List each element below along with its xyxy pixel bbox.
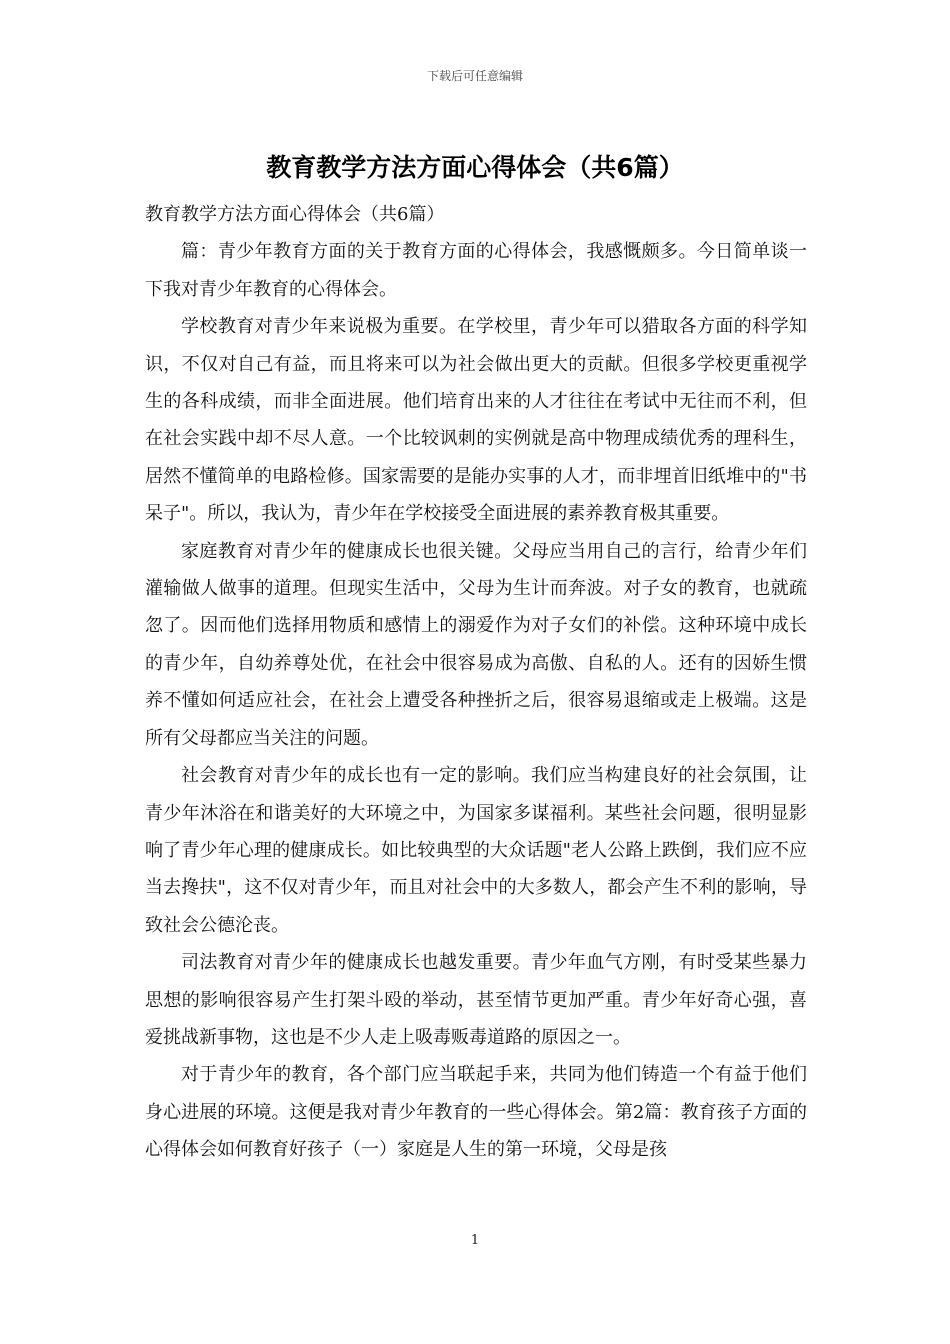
- page-header: 下载后可任意编辑: [426, 69, 523, 83]
- paragraph: 社会教育对青少年的成长也有一定的影响。我们应当构建良好的社会氛围，让青少年沐浴在和谐美好的大环境之中，为国家多谋福利。某些社会问题，很明显影响了青少年心理的健康成长。如比较典型的大众话题"老人公路上跌倒，我们应不应当去搀扶"，这不仅对青少年，而且对社会中的大多数人，都会产生不利的影响，导致社会公德沦丧。: [145, 765, 807, 936]
- document-body: [145, 196, 807, 1169]
- paragraph: 篇：青少年教育方面的关于教育方面的心得体会，我感慨颇多。今日简单谈一下我对青少年教育的心得体会。: [145, 241, 807, 300]
- paragraph: 家庭教育对青少年的健康成长也很关键。父母应当用自己的言行，给青少年们灌输做人做事的道理。但现实生活中，父母为生计而奔波。对子女的教育，也就疏忽了。因而他们选择用物质和感情上的溺爱作为对子女们的补偿。这种环境中成长的青少年，自幼养尊处优，在社会中很容易成为高傲、自私的人。还有的因娇生惯养不懂如何适应社会，在社会上遭受各种挫折之后，很容易退缩或走上极端。这是所有父母都应当关注的问题。: [145, 540, 807, 749]
- page-number: 1: [470, 1233, 480, 1248]
- paragraph: 学校教育对青少年来说极为重要。在学校里，青少年可以猎取各方面的科学知识，不仅对自己有益，而且将来可以为社会做出更大的贡献。但很多学校更重视学生的各科成绩，而非全面进展。他们培育出来的人才往往在考试中无往而不利，但在社会实践中却不尽人意。一个比较讽刺的实例就是高中物理成绩优秀的理科生，居然不懂简单的电路检修。国家需要的是能办实事的人才，而非埋首旧纸堆中的"书呆子"。所以，我认为，青少年在学校接受全面进展的素养教育极其重要。: [145, 316, 807, 525]
- paragraph: 对于青少年的教育，各个部门应当联起手来，共同为他们铸造一个有益于他们身心进展的环境。这便是我对青少年教育的一些心得体会。第2篇：教育孩子方面的心得体会如何教育好孩子（一）家庭是人生的第一环境，父母是孩: [145, 1064, 807, 1161]
- document-title: 教育教学方法方面心得体会（共6篇）: [266, 153, 684, 182]
- paragraph: 司法教育对青少年的健康成长也越发重要。青少年血气方刚，有时受某些暴力思想的影响很容易产生打架斗殴的举动，甚至情节更加严重。青少年好奇心强，喜爱挑战新事物，这也是不少人走上吸毒贩毒道路的原因之一。: [145, 952, 807, 1048]
- document-subtitle: 教育教学方法方面心得体会（共6篇）: [145, 204, 445, 225]
